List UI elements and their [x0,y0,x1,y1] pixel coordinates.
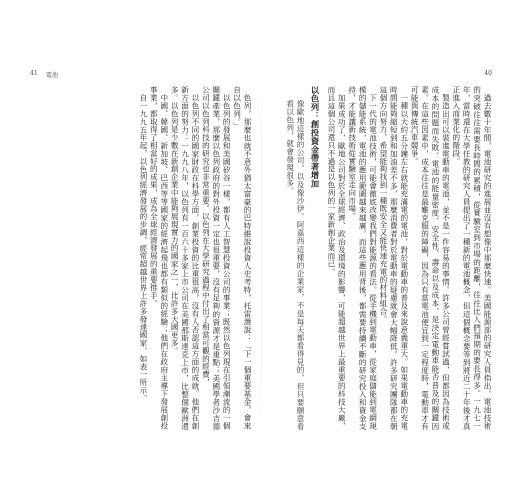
paragraph: 製造出可以裝進電動車的電池，並不是一件容易的事情。許多公司曾經嘗試過，但都因為技術或成本的問題而失敗。電池的能量密度、安全性、壽命以及成本，是決定電動車能否普及的關鍵因素。在這些因素中，成本往往是最難克服的障礙，因為只有當電池便宜到一定程度時，電動車才有可能與傳統汽車競爭。 [410,86,451,430]
right-page-body [270,86,492,430]
page-gutter [261,78,262,428]
paragraph: 下一代的電池技術，可能會徹底改變我們對能源的看法。從手機到電動車，從家庭儲能到電網規模的儲能系統，電池的應用範圍越來越廣。而這些應用背後，都需要持續不斷的研究投入和資金支持，才能讓新技術從實驗室走向市場。 [347,86,378,430]
paragraph: 以色列不同的國家財政在科學方面，創業投資的比重很高，沒有人否認這方面的成就。他們在創新方面的努力：一九九八年，以色列有一百六十多家上市公司在美國那斯達克上市，比整個歐洲還多。以色列是少數在新創企業中能夠展現實力的國家之一，比許多大國更多。 [170,86,200,430]
running-title: 電池 [46,72,59,79]
right-page [268,70,494,430]
left-page-body [30,86,252,430]
section-heading: 以色列：創投資金帶著增加 [310,86,321,188]
paragraph: 中國、韓國、新加坡、巴西等等國家的經濟起飛也都有類似的經驗；他們在政府主導下發展創投事業，都取得了相當好的成果，成為全球經濟發展的重要推手。 [149,86,169,430]
left-page-number: 41 [30,70,38,77]
paragraph: 色列，那麼也就不意外猶太富豪的巴特維說投資人史考特，托雷潛說：「下一個重要基金，會來自以色列。」 [232,86,252,430]
left-page [28,70,254,430]
right-page-number: 40 [484,70,492,77]
paragraph: 自一九九五年起，以色列經濟發展的步調，經常超越世界上許多發達國家，如表一所示。 [138,94,148,403]
paragraph: 過去數十年間，電池研究的進展並沒有想像中那麼快速。美國能源部的研究人員指出，電池技術的突破往往需要長時間的累積，從實驗室到市場的距離，往往比人們預期的要長得多。一九七一年，當時還在大學任教的研究人員提出了一種新的電池概念，但這個概念要等到將近二十年後才真正進入商業化的階段。 [451,86,492,430]
paragraph: 一種以大約五分鐘左右就能充滿電的電池，對於電動車的普及來說意義重大。如果電動車的充電時間能夠縮短到和加油差不多，那麼消費者對於電動車的疑慮就會大幅降低。許多研究團隊都在朝這個方向努力，希望能夠找到一種既安全又能快速充電的材料組合。 [378,86,409,430]
paragraph: 加果成功了，歐地公司對於全球經濟、政治及環境的影響，可能超越世界上最重要的科技大廠，而且這個公司還只不過是以色列的一家新創企業而已。 [326,86,347,430]
book-spread [28,70,494,430]
section-intro: 像歐地這樣的公司，以及像沙伊、阿嘉西這樣的企業家，不是每天都看得見的，但只要願意看看以色列，就會發現很多。 [285,99,306,430]
paragraph: 以色列的發展和美國矽谷一樣，都有人工智慧投資公司的事業；既然以色列現在引領潮流的一個關鍵產業，那麼以色列政府的對外投資一定也很重要，沒有足夠的資源才是重點；美國學者沙吉德公司以色列科技的研究也非常重要。以色列在大學研究過程中付出了相當可觀的經費， [201,86,232,430]
